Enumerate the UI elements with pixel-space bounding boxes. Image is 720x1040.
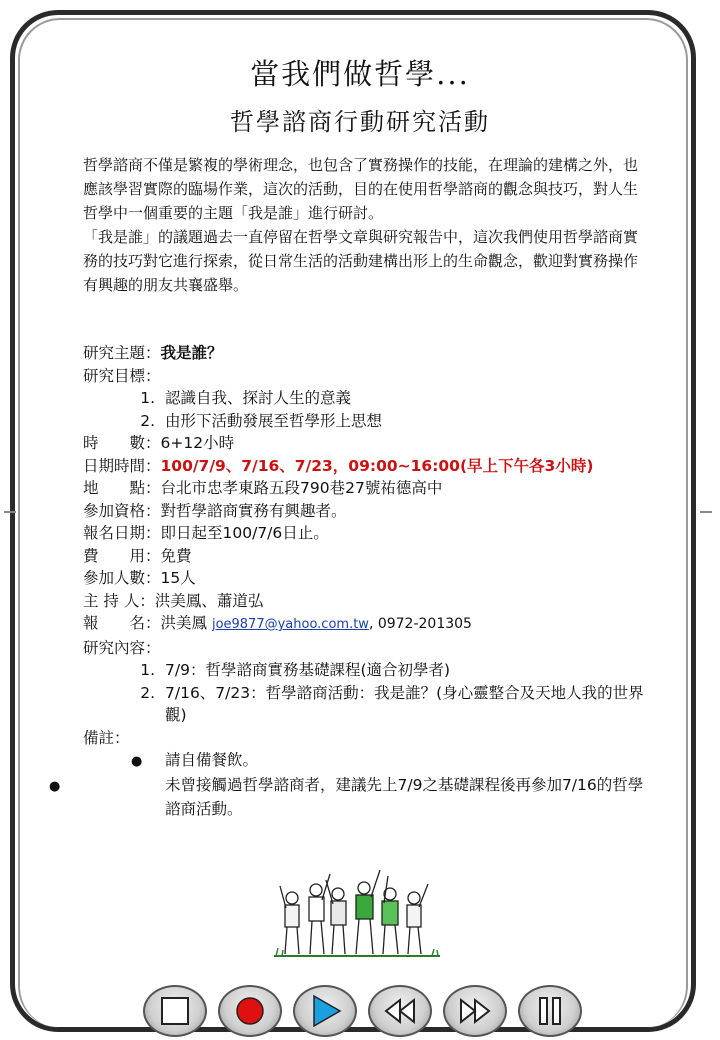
signup-row [83,522,653,545]
frame-tick-right [700,511,712,513]
fast-forward-icon [445,987,505,1035]
record-button[interactable] [218,985,282,1037]
host-value: 洪美鳳、蕭道弘 [154,591,264,610]
event-info [49,342,653,821]
eligibility-value: 對哲學諮商實務有興趣者。 [160,501,347,520]
content-row [83,637,653,660]
register-phone: , 0972-201305 [368,616,472,632]
goal-number: 1. [140,389,155,407]
notes-row [83,727,653,750]
intro-paragraph-1: 哲學諮商不僅是繁複的學術理念，也包含了實務操作的技能，在理論的建構之外，也應該學習實際的臨場作業，這次的活動，目的在使用哲學諮商的觀念與技巧，對人生哲學中一個重要的主題「我是誰」進行研討。 [83,156,639,222]
host-row [83,590,653,613]
goals-row [83,365,653,388]
location-value: 台北市忠孝東路五段790巷27號祐德高中 [160,479,443,497]
host-label: 主 持 人： [83,591,155,610]
pause-icon [520,987,580,1035]
content-item [83,682,653,727]
signup-value: 即日起至100/7/6日止。 [160,524,329,542]
content-number: 1. [140,661,155,679]
count-label: 參加人數： [83,569,161,587]
location-label: 地 點： [83,479,161,497]
topic-row [83,342,653,365]
record-icon [220,987,280,1035]
fast-forward-button[interactable] [443,985,507,1037]
bullet-icon: ● [131,754,143,769]
people-pointing-illustration [272,860,442,960]
topic-value: 我是誰？ [160,344,223,362]
register-label: 報 名： [83,614,161,632]
register-email-link[interactable]: joe9877@yahoo.com.tw [211,617,369,632]
eligibility-row [83,500,653,523]
content-text: 7/16、7/23：哲學諮商活動：我是誰？(身心靈整合及天地人我的世界觀) [165,683,644,724]
datetime-row [83,455,653,478]
goal-text: 認識自我、探討人生的意義 [165,389,352,407]
hours-row [83,432,653,455]
datetime-label: 日期時間： [83,456,161,475]
fee-label: 費 用： [83,546,161,565]
note-item [49,774,653,821]
intro-paragraph-2: 「我是誰」的議題過去一直停留在哲學文章與研究報告中，這次我們使用哲學諮商實務的技巧對它進行探索，從日常生活的活動建構出形上的生命觀念，歡迎對實務操作有興趣的朋友共襄盛舉。 [83,228,639,294]
page-title: 當我們做哲學... [250,57,470,91]
notes-label: 備註： [83,728,130,747]
location-row [83,477,653,500]
note-text: 未曾接觸過哲學諮商者，建議先上7/9之基礎課程後再參加7/16的哲學諮商活動。 [165,775,644,818]
goal-number: 2. [140,411,155,430]
register-row [83,612,653,637]
register-name: 洪美鳳 [160,614,212,632]
hours-label: 時 數： [83,434,161,452]
note-item [83,749,653,774]
content-label: 研究內容： [83,638,161,657]
goal-item [83,387,653,410]
signup-label: 報名日期： [83,524,161,542]
datetime-value: 100/7/9、7/16、7/23，09:00~16:00(早上下午各3小時) [160,456,594,475]
fee-value: 免費 [160,546,192,565]
play-button[interactable] [293,985,357,1037]
goal-item [83,410,653,433]
rewind-button[interactable] [368,985,432,1037]
pause-button[interactable] [518,985,582,1037]
media-controls [0,985,720,1040]
bullet-icon: ● [49,778,61,794]
intro-text [83,153,643,297]
play-icon [295,987,355,1035]
goal-text: 由形下活動發展至哲學形上思想 [165,411,383,430]
content-text: 7/9：哲學諮商實務基礎課程(適合初學者) [165,661,451,679]
frame-tick-left [4,511,16,513]
eligibility-label: 參加資格： [83,501,161,520]
count-value: 15人 [160,569,196,587]
count-row [83,567,653,590]
stop-icon [145,987,205,1035]
stop-button[interactable] [143,985,207,1037]
rewind-icon [370,987,430,1035]
page-subtitle: 哲學諮商行動研究活動 [230,108,490,136]
fee-row [83,545,653,568]
note-text: 請自備餐飲。 [165,751,259,769]
content-number: 2. [140,683,155,702]
topic-label: 研究主題： [83,344,161,362]
hours-value: 6+12小時 [160,434,235,452]
goals-label: 研究目標： [83,366,161,385]
content-item [83,659,653,682]
